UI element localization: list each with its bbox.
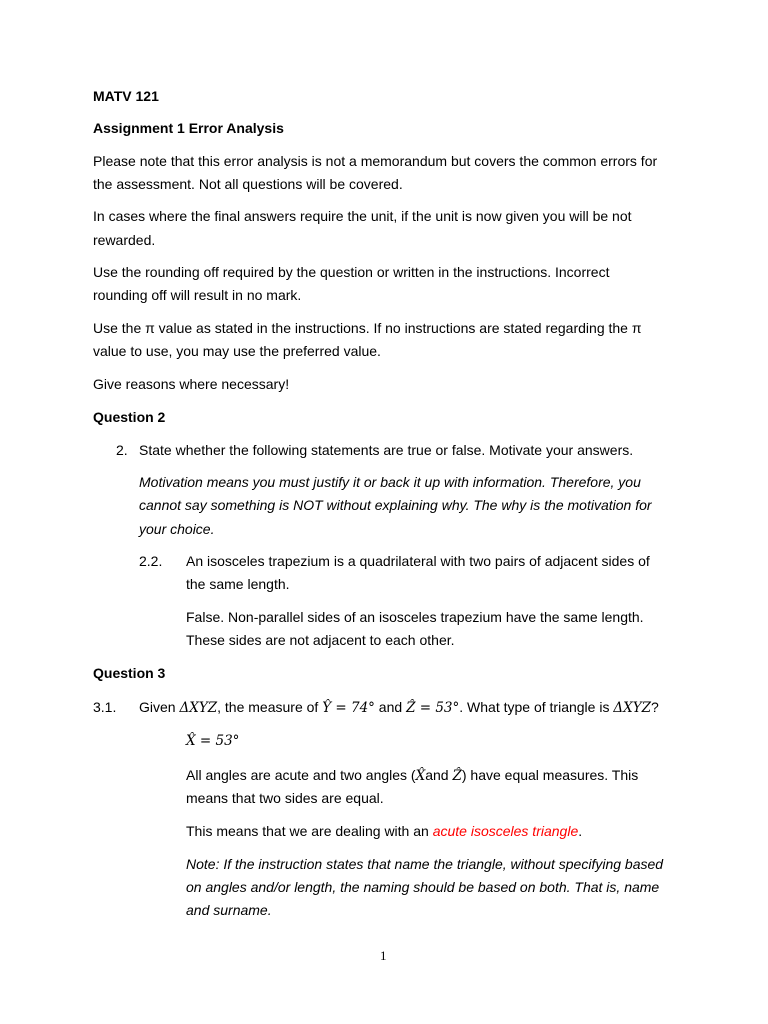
angle-z-symbol: Ẑ	[452, 768, 462, 784]
intro-paragraph-3-line-1: Use the rounding off required by the question or written in the instructions. Incorrect	[93, 264, 610, 280]
intro-paragraph-2-line-1: In cases where the final answers require the unit, if the unit is now given you will be not	[93, 208, 632, 224]
intro-paragraph-5: Give reasons where necessary!	[93, 376, 290, 392]
course-code: MATV 121	[93, 88, 159, 104]
intro-paragraph-1-line-1: Please note that this error analysis is not a memorandum but covers the common errors for	[93, 153, 658, 169]
question-3-1-number: 3.1.	[93, 699, 117, 715]
angles-line-2: means that two sides are equal.	[186, 790, 384, 806]
intro-paragraph-1-line-2: the assessment. Not all questions will be covered.	[93, 176, 403, 192]
intro-paragraph-4-line-2: value to use, you may use the preferred value.	[93, 343, 381, 359]
angles-line-1: All angles are acute and two angles (X̂and Ẑ) have equal measures. This	[186, 767, 639, 784]
answer-2-2-line-2: These sides are not adjacent to each other.	[186, 632, 455, 648]
question-3-heading: Question 3	[93, 665, 166, 681]
conclusion-line: This means that we are dealing with an acute isosceles triangle.	[186, 823, 583, 839]
answer-2-2-line-1: False. Non-parallel sides of an isosceles trapezium have the same length.	[186, 609, 644, 625]
intro-paragraph-4-line-1: Use the π value as stated in the instructions. If no instructions are stated regarding the π	[93, 320, 642, 336]
page-number: 1	[380, 948, 387, 963]
question-2-statement: State whether the following statements are true or false. Motivate your answers.	[139, 442, 634, 458]
triangle-xyz-2: ΔXYZ	[613, 700, 651, 716]
note-line-1: Note: If the instruction states that name the triangle, without specifying based	[186, 856, 664, 872]
motivation-line-3: your choice.	[139, 521, 215, 537]
question-2-2-number: 2.2.	[139, 553, 163, 569]
question-2-heading: Question 2	[93, 409, 166, 425]
angle-y-equation: Ŷ = 74°	[322, 700, 375, 716]
question-2-2-line-1: An isosceles trapezium is a quadrilateral with two pairs of adjacent sides of	[186, 553, 650, 569]
triangle-xyz: ΔXYZ	[179, 700, 218, 716]
intro-paragraph-3-line-2: rounding off will result in no mark.	[93, 287, 302, 303]
question-2-2-line-2: the same length.	[186, 576, 290, 592]
note-line-2: on angles and/or length, the naming should be based on both. That is, name	[186, 879, 660, 895]
question-3-1-statement: Given ΔXYZ, the measure of Ŷ = 74° and Ẑ = 53°. What type of triangle is ΔXYZ?	[139, 699, 659, 716]
question-2-number: 2.	[116, 442, 128, 458]
document-title: Assignment 1 Error Analysis	[93, 120, 284, 136]
triangle-type-highlight: acute isosceles triangle	[432, 823, 579, 839]
motivation-line-2: cannot say something is NOT without explaining why. The why is the motivation for	[139, 497, 652, 513]
intro-paragraph-2-line-2: rewarded.	[93, 232, 156, 248]
angle-x-symbol: X̂	[415, 768, 426, 784]
angle-x-equation: X̂ = 53°	[186, 733, 240, 749]
angle-z-equation: Ẑ = 53°	[406, 700, 460, 716]
motivation-line-1: Motivation means you must justify it or back it up with information. Therefore, you	[139, 474, 641, 490]
note-line-3: and surname.	[186, 902, 272, 918]
